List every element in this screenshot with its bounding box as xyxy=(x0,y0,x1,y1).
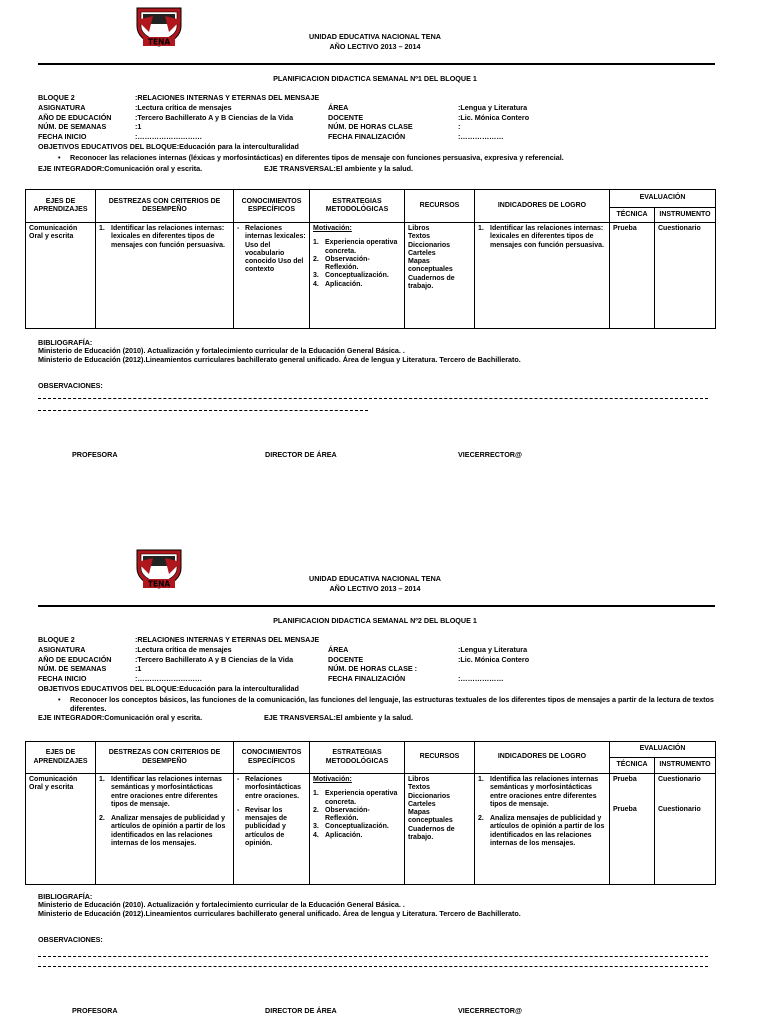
info-row: FECHA INICIO :……………………… FECHA FINALIZACIÓN :……………… xyxy=(38,674,504,684)
info-row: BLOQUE 2 :RELACIONES INTERNAS Y ETERNAS DEL MENSAJE xyxy=(38,93,320,102)
school-year: AÑO LECTIVO 2013 – 2014 xyxy=(329,584,421,593)
cell-indicadores: 1. Identificar las relaciones internas: lexicales en diferentes tipos de mensajes con función persuasiva. xyxy=(475,223,610,329)
info-row: NÚM. DE SEMANAS :1 NÚM. DE HORAS CLASE : xyxy=(38,664,418,674)
signature-vicerrector: VIECERRECTOR@ xyxy=(458,450,522,459)
cell-destrezas: 1. Identificar las relaciones internas: lexicales en diferentes tipos de mensajes con función persuasiva. xyxy=(96,223,234,329)
th-recursos: RECURSOS xyxy=(405,190,475,223)
school-logo-icon xyxy=(133,4,185,48)
svg-text:TENA: TENA xyxy=(147,579,171,589)
plan-info xyxy=(38,94,718,176)
th-evaluacion: EVALUACIÓN xyxy=(610,742,716,758)
header-rule xyxy=(38,605,715,607)
cell-instrumento: Cuestionario xyxy=(655,223,716,329)
th-destrezas: DESTREZAS CON CRITERIOS DE DESEMPEÑO xyxy=(96,190,234,223)
cell-estrategias: Motivación: 1. Experiencia operativa concreta. 2. Observación-Reflexión. 3. Conceptualización. 4. Aplicación. xyxy=(310,223,405,329)
observaciones-label: OBSERVACIONES: xyxy=(38,381,103,390)
eje-row xyxy=(38,165,718,176)
th-evaluacion: EVALUACIÓN xyxy=(610,190,716,208)
th-destrezas: DESTREZAS CON CRITERIOS DE DESEMPEÑO xyxy=(96,742,234,774)
th-instrumento: INSTRUMENTO xyxy=(655,208,716,223)
info-row: FECHA INICIO :……………………… FECHA FINALIZACIÓN :……………… xyxy=(38,132,504,142)
plan-title: PLANIFICACION DIDACTICA SEMANAL Nº1 DEL BLOQUE 1 xyxy=(273,74,477,83)
cell-ejes: Comunicación Oral y escrita xyxy=(26,223,96,329)
signature-profesora: PROFESORA xyxy=(72,450,118,459)
info-row: BLOQUE 2 :RELACIONES INTERNAS Y ETERNAS DEL MENSAJE xyxy=(38,635,320,644)
th-indicadores: INDICADORES DE LOGRO xyxy=(475,742,610,774)
plan-title: PLANIFICACION DIDACTICA SEMANAL Nº2 DEL BLOQUE 1 xyxy=(273,616,477,625)
info-row: AÑO DE EDUCACIÓN :Tercero Bachillerato A y B Ciencias de la Vida DOCENTE :Lic. Mónica Contero xyxy=(38,112,530,122)
th-indicadores: INDICADORES DE LOGRO xyxy=(475,190,610,223)
info-row: ASIGNATURA :Lectura crítica de mensajes ÁREA :Lengua y Literatura xyxy=(38,644,528,654)
plan-info xyxy=(38,636,718,725)
bibliografia: BIBLIOGRAFÍA: Ministerio de Educación (2010). Actualización y fortalecimiento curricular de la Educación General Básica. . Ministerio de Educación (2012).Lineamientos curriculares bachillerato general unificado. Área de lengua y Literatura. Tercero de Bachillerato. xyxy=(38,892,521,918)
table-row xyxy=(26,223,716,329)
th-conocimientos: CONOCIMIENTOS ESPECÍFICOS xyxy=(234,190,310,223)
signature-vicerrector: VIECERRECTOR@ xyxy=(458,1006,522,1015)
observation-line xyxy=(38,398,708,399)
planning-table xyxy=(25,189,716,329)
svg-text:TENA: TENA xyxy=(147,37,171,47)
th-recursos: RECURSOS xyxy=(405,742,475,774)
objectives-title: OBJETIVOS EDUCATIVOS DEL BLOQUE:Educación para la interculturalidad xyxy=(38,141,299,151)
cell-ejes: Comunicación Oral y escrita xyxy=(26,774,96,885)
observation-line xyxy=(38,956,708,957)
objective-item: • Reconocer las relaciones internas (léxicas y morfosintácticas) en diferentes tipos de mensaje con funciones persuasiva, expresiva y referencial. xyxy=(38,154,718,162)
eje-integrador: EJE INTEGRADOR:Comunicación oral y escrita. xyxy=(38,713,203,723)
signature-director: DIRECTOR DE ÁREA xyxy=(265,1006,337,1015)
observaciones-label: OBSERVACIONES: xyxy=(38,935,103,944)
cell-tecnica: Prueba xyxy=(610,223,655,329)
th-estrategias: ESTRATEGIAS METODOLÓGICAS xyxy=(310,742,405,774)
th-instrumento: INSTRUMENTO xyxy=(655,758,716,774)
signature-profesora: PROFESORA xyxy=(72,1006,118,1015)
observation-line xyxy=(38,410,368,411)
th-ejes: EJES DE APRENDIZAJES xyxy=(26,190,96,223)
th-ejes: EJES DE APRENDIZAJES xyxy=(26,742,96,774)
cell-estrategias: Motivación: 1. Experiencia operativa concreta. 2. Observación-Reflexión. 3. Conceptualización. 4. Aplicación. xyxy=(310,774,405,885)
observation-line xyxy=(38,966,708,967)
school-logo-icon xyxy=(133,546,185,590)
header-rule xyxy=(38,63,715,65)
cell-indicadores: 1. Identifica las relaciones internas semánticas y morfosintácticas entre oraciones entre diferentes tipos de mensaje. 2. Analiza mensajes de publicidad y artículos de opinión a partir de los identificados en las relaciones internas de los mensajes. xyxy=(475,774,610,885)
objectives-title: OBJETIVOS EDUCATIVOS DEL BLOQUE:Educación para la interculturalidad xyxy=(38,683,299,693)
info-row: ASIGNATURA :Lectura crítica de mensajes ÁREA :Lengua y Literatura xyxy=(38,102,528,112)
cell-conocimientos: - Relaciones morfosintácticas entre oraciones. - Revisar los mensajes de publicidad y artículos de opinión. xyxy=(234,774,310,885)
th-tecnica: TÉCNICA xyxy=(610,208,655,223)
cell-destrezas: 1. Identificar las relaciones internas semánticas y morfosintácticas entre oraciones entre diferentes tipos de mensaje. 2. Analizar mensajes de publicidad y artículos de opinión a partir de los identificados en las relaciones internas de los mensajes. xyxy=(96,774,234,885)
planning-table xyxy=(25,741,716,885)
cell-tecnica: Prueba Prueba xyxy=(610,774,655,885)
bibliografia: BIBLIOGRAFÍA: Ministerio de Educación (2010). Actualización y fortalecimiento curricular de la Educación General Básica. . Ministerio de Educación (2012).Lineamientos curriculares bachillerato general unificado. Área de lengua y Literatura. Tercero de Bachillerato. xyxy=(38,338,521,364)
school-name: UNIDAD EDUCATIVA NACIONAL TENA xyxy=(309,32,441,41)
eje-integrador: EJE INTEGRADOR:Comunicación oral y escrita. xyxy=(38,163,203,173)
eje-row xyxy=(38,714,718,725)
th-conocimientos: CONOCIMIENTOS ESPECÍFICOS xyxy=(234,742,310,774)
eje-transversal: EJE TRANSVERSAL:El ambiente y la salud. xyxy=(264,713,413,723)
info-row: NÚM. DE SEMANAS :1 NÚM. DE HORAS CLASE : xyxy=(38,122,461,132)
school-name: UNIDAD EDUCATIVA NACIONAL TENA xyxy=(309,574,441,583)
cell-instrumento: Cuestionario Cuestionario xyxy=(655,774,716,885)
cell-conocimientos: - Relaciones internas lexicales: Uso del vocabulario conocido Uso del contexto xyxy=(234,223,310,329)
info-row: AÑO DE EDUCACIÓN :Tercero Bachillerato A y B Ciencias de la Vida DOCENTE :Lic. Mónica Contero xyxy=(38,654,530,664)
signature-director: DIRECTOR DE ÁREA xyxy=(265,450,337,459)
eje-transversal: EJE TRANSVERSAL:El ambiente y la salud. xyxy=(264,163,413,173)
cell-recursos: Libros Textos Diccionarios Carteles Mapas conceptuales Cuadernos de trabajo. xyxy=(405,223,475,329)
school-year: AÑO LECTIVO 2013 – 2014 xyxy=(329,42,421,51)
th-estrategias: ESTRATEGIAS METODOLÓGICAS xyxy=(310,190,405,223)
th-tecnica: TÉCNICA xyxy=(610,758,655,774)
objective-item: • Reconocer los conceptos básicos, las funciones de la comunicación, las funciones del lenguaje, las estructuras textuales de los diferentes tipos de mensajes a partir de la lectura de textos diferentes. xyxy=(38,696,718,713)
cell-recursos: Libros Textos Diccionarios Carteles Mapas conceptuales Cuadernos de trabajo. xyxy=(405,774,475,885)
table-row xyxy=(26,774,716,885)
